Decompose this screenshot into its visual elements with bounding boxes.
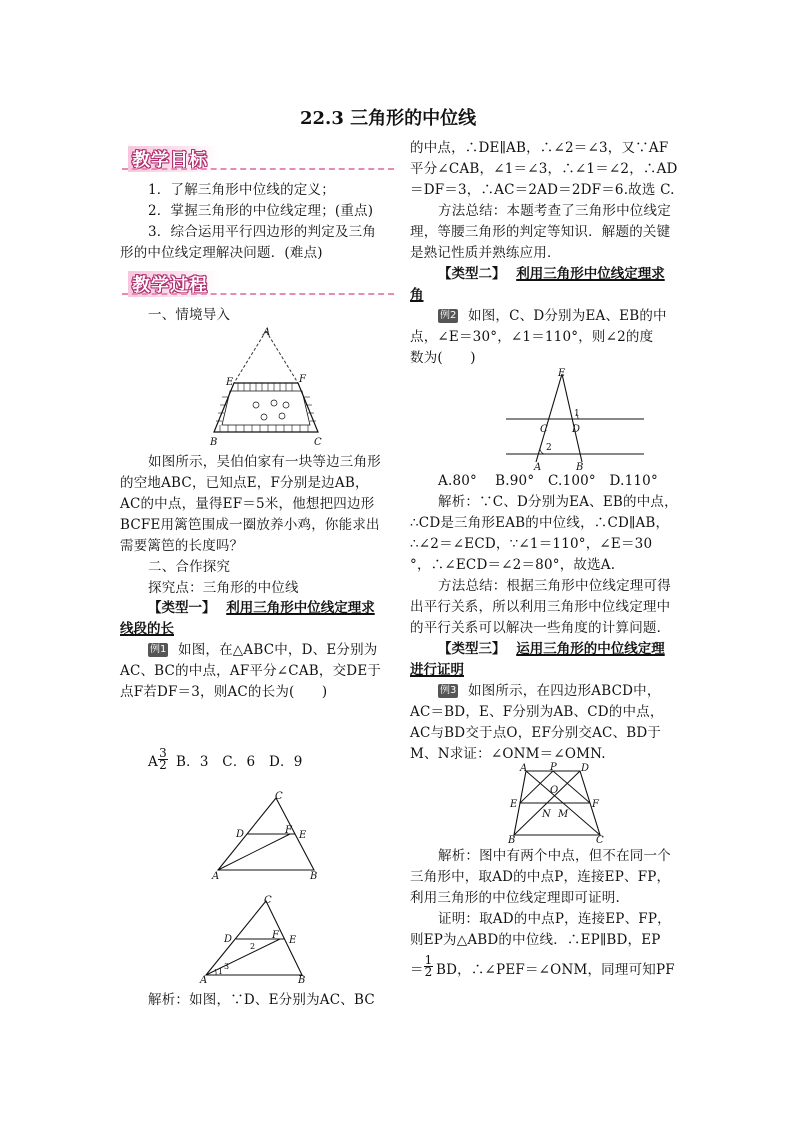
vertex-label: A bbox=[534, 462, 542, 473]
goal-item-cont: 形的中位线定理解决问题．(难点) bbox=[120, 245, 323, 261]
example-badge: 例3 bbox=[440, 685, 457, 696]
paragraph-line: 出平行关系，所以利用三角形中位线定理中 bbox=[410, 599, 671, 615]
paragraph-line: 则EP为△ABD的中位线．∴EP∥BD，EP bbox=[410, 932, 661, 948]
banner-divider bbox=[122, 293, 394, 295]
paragraph-line: BD，∴∠PEF＝∠ONM，同理可知PF bbox=[436, 962, 675, 978]
subsection-heading: 二、合作探究 bbox=[148, 559, 231, 575]
paragraph-line: 的空地ABC，已知点E，F分别是边AB， bbox=[120, 475, 369, 491]
fraction-numerator: 3 bbox=[159, 746, 167, 760]
angle-label: 2 bbox=[250, 942, 256, 951]
paragraph-line: ∴CD是三角形EAB的中位线，∴CD∥AB， bbox=[410, 515, 670, 531]
explore-point: 探究点：三角形的中位线 bbox=[148, 580, 299, 596]
paragraph-line: AC＝BD，E、F分别为AB、CD的中点， bbox=[410, 704, 664, 720]
type-title: 角 bbox=[410, 287, 424, 303]
vertex-label: C bbox=[264, 895, 272, 906]
figure-example1-a bbox=[210, 790, 325, 880]
fraction-numerator: 1 bbox=[424, 953, 433, 967]
paragraph-line: BCFE用篱笆围成一圈放养小鸡，你能求出 bbox=[120, 517, 380, 533]
paragraph-line: °，∴∠ECD＝∠2＝80°，故选A. bbox=[410, 557, 616, 573]
paragraph-line: 是熟记性质并熟练应用． bbox=[410, 245, 561, 261]
banner-label: 教学目标 bbox=[128, 146, 218, 172]
vertex-label: C bbox=[275, 791, 283, 802]
vertex-label: A bbox=[263, 327, 271, 338]
paragraph-line: 数为( ) bbox=[410, 350, 476, 366]
vertex-label: B bbox=[298, 975, 306, 986]
vertex-label: D bbox=[572, 424, 581, 435]
figure-example1-b bbox=[198, 893, 313, 985]
vertex-label: A bbox=[520, 763, 528, 774]
paragraph-line: M、N求证：∠ONM＝∠OMN. bbox=[410, 746, 606, 762]
paragraph-line: AC、BC的中点，AF平分∠CAB，交DE于 bbox=[120, 663, 382, 679]
figure-intro-triangle bbox=[206, 325, 326, 450]
example-badge: 例2 bbox=[440, 310, 457, 321]
type-heading-3 bbox=[438, 639, 665, 659]
type-tag: 【类型二】 bbox=[438, 266, 506, 282]
option-a-letter: A bbox=[148, 754, 158, 770]
vertex-label: N bbox=[542, 809, 551, 820]
paragraph-line: 方法总结：本题考查了三角形中位线定 bbox=[438, 203, 671, 219]
type-title: 利用三角形中位线定理求 bbox=[226, 600, 375, 616]
type-tag: 【类型一】 bbox=[148, 600, 216, 616]
angle-label: 3 bbox=[224, 962, 230, 971]
vertex-label: B bbox=[210, 437, 218, 448]
type-title: 进行证明 bbox=[410, 662, 464, 678]
vertex-label: B bbox=[508, 835, 516, 846]
vertex-label: C bbox=[596, 835, 604, 846]
banner-label: 教学过程 bbox=[128, 271, 218, 297]
fraction bbox=[424, 955, 433, 978]
type-title: 运用三角形的中位线定理 bbox=[516, 641, 665, 657]
angle-label: 1 bbox=[574, 409, 580, 419]
paragraph-line: 需要篱笆的长度吗？ bbox=[120, 538, 244, 554]
paragraph-line: 证明：取AD的中点P，连接EP、FP， bbox=[438, 911, 671, 927]
vertex-label: P bbox=[550, 762, 557, 773]
subsection-heading: 一、情境导入 bbox=[148, 307, 231, 323]
type-tag: 【类型三】 bbox=[438, 641, 506, 657]
paragraph-line: 理，等腰三角形的判定等知识．解题的关键 bbox=[410, 224, 671, 240]
fraction-denominator: 2 bbox=[159, 758, 167, 772]
paragraph-line: AC的中点，量得EF＝5米，他想把四边形 bbox=[120, 496, 375, 512]
vertex-label: F bbox=[285, 825, 292, 836]
paragraph-line: 解析：如图，∵D、E分别为AC、BC bbox=[148, 992, 375, 1008]
goal-item: 2．掌握三角形的中位线定理；(重点) bbox=[148, 203, 374, 219]
figure-example3 bbox=[504, 763, 610, 845]
vertex-label: F bbox=[592, 799, 599, 810]
vertex-label: E bbox=[226, 377, 234, 388]
paragraph-line: AC与BD交于点O，EF分别交AC、BD于 bbox=[410, 725, 662, 741]
vertex-label: B bbox=[576, 462, 584, 473]
vertex-label: D bbox=[236, 829, 245, 840]
vertex-label: E bbox=[289, 935, 297, 946]
vertex-label: E bbox=[299, 830, 307, 841]
vertex-label: F bbox=[272, 930, 279, 941]
vertex-label: A bbox=[212, 871, 220, 882]
paragraph-line: 三角形中，取AD的中点P，连接EP、FP， bbox=[410, 869, 671, 885]
paragraph-line: ∴∠2＝∠ECD，∵∠1＝110°，∠E＝30 bbox=[410, 536, 653, 552]
paragraph-line: 如图，在△ABC中，D、E分别为 bbox=[178, 642, 378, 658]
section-banner-process bbox=[122, 271, 394, 295]
vertex-label: E bbox=[510, 799, 518, 810]
type-heading-1-cont bbox=[120, 619, 174, 639]
angle-label: 2 bbox=[546, 443, 552, 453]
vertex-label: A bbox=[200, 975, 208, 986]
type-title: 线段的长 bbox=[120, 621, 174, 637]
type-title: 利用三角形中位线定理求 bbox=[516, 266, 665, 282]
goal-item: 1．了解三角形中位线的定义； bbox=[148, 182, 335, 198]
page-title: 22.3 三角形的中位线 bbox=[300, 108, 477, 129]
options-rest: B．3 C．6 D．9 bbox=[176, 754, 303, 770]
paragraph-line: 点，∠E＝30°，∠1＝110°，则∠2的度 bbox=[410, 329, 654, 345]
vertex-label: F bbox=[299, 374, 306, 385]
paragraph-line: 平分∠CAB，∠1＝∠3，∴∠1＝∠2，∴AD bbox=[410, 161, 678, 177]
paragraph-line: 的中点，∴DE∥AB，∴∠2＝∠3，又∵AF bbox=[410, 140, 669, 156]
paragraph-line: 如图，C、D分别为EA、EB的中 bbox=[468, 308, 667, 324]
vertex-label: B bbox=[310, 871, 318, 882]
paragraph-line: ＝DF＝3，∴AC＝2AD＝2DF＝6.故选 C. bbox=[410, 182, 675, 198]
paragraph-line: 如图所示，吴伯伯家有一块等边三角形 bbox=[148, 454, 381, 470]
type-heading-2-cont bbox=[410, 285, 424, 305]
vertex-label: D bbox=[224, 934, 233, 945]
goal-item: 3．综合运用平行四边形的判定及三角 bbox=[148, 224, 376, 240]
type-heading-3-cont bbox=[410, 660, 464, 680]
fraction-denominator: 2 bbox=[424, 965, 433, 979]
paragraph-line: 如图所示，在四边形ABCD中， bbox=[468, 683, 661, 699]
type-heading-1 bbox=[148, 598, 375, 618]
vertex-label: C bbox=[540, 424, 548, 435]
paragraph-line: 的平行关系可以解决一些角度的计算问题． bbox=[410, 620, 671, 636]
angle-label: 1 bbox=[218, 967, 224, 976]
options-line: A.80° B.90° C.100° D.110° bbox=[438, 473, 658, 489]
figure-example2 bbox=[500, 366, 660, 472]
paragraph-line: 点F若DF＝3，则AC的长为( ) bbox=[120, 684, 328, 700]
paragraph-line: 解析：图中有两个中点，但不在同一个 bbox=[438, 848, 671, 864]
paragraph-line: 方法总结：根据三角形中位线定理可得 bbox=[438, 578, 671, 594]
section-banner-goals bbox=[122, 146, 394, 170]
vertex-label: C bbox=[314, 437, 322, 448]
vertex-label: E bbox=[558, 368, 566, 379]
type-heading-2 bbox=[438, 264, 665, 284]
banner-divider bbox=[122, 168, 394, 170]
paragraph-line: 利用三角形的中位线定理即可证明. bbox=[410, 890, 620, 906]
example-badge: 例1 bbox=[150, 644, 167, 655]
paragraph-line: 解析：∵C、D分别为EA、EB的中点， bbox=[438, 494, 678, 510]
equals-sign: ＝ bbox=[410, 962, 424, 978]
vertex-label: D bbox=[581, 763, 590, 774]
fraction bbox=[158, 748, 168, 771]
vertex-label: O bbox=[550, 785, 559, 796]
vertex-label: M bbox=[558, 809, 569, 820]
